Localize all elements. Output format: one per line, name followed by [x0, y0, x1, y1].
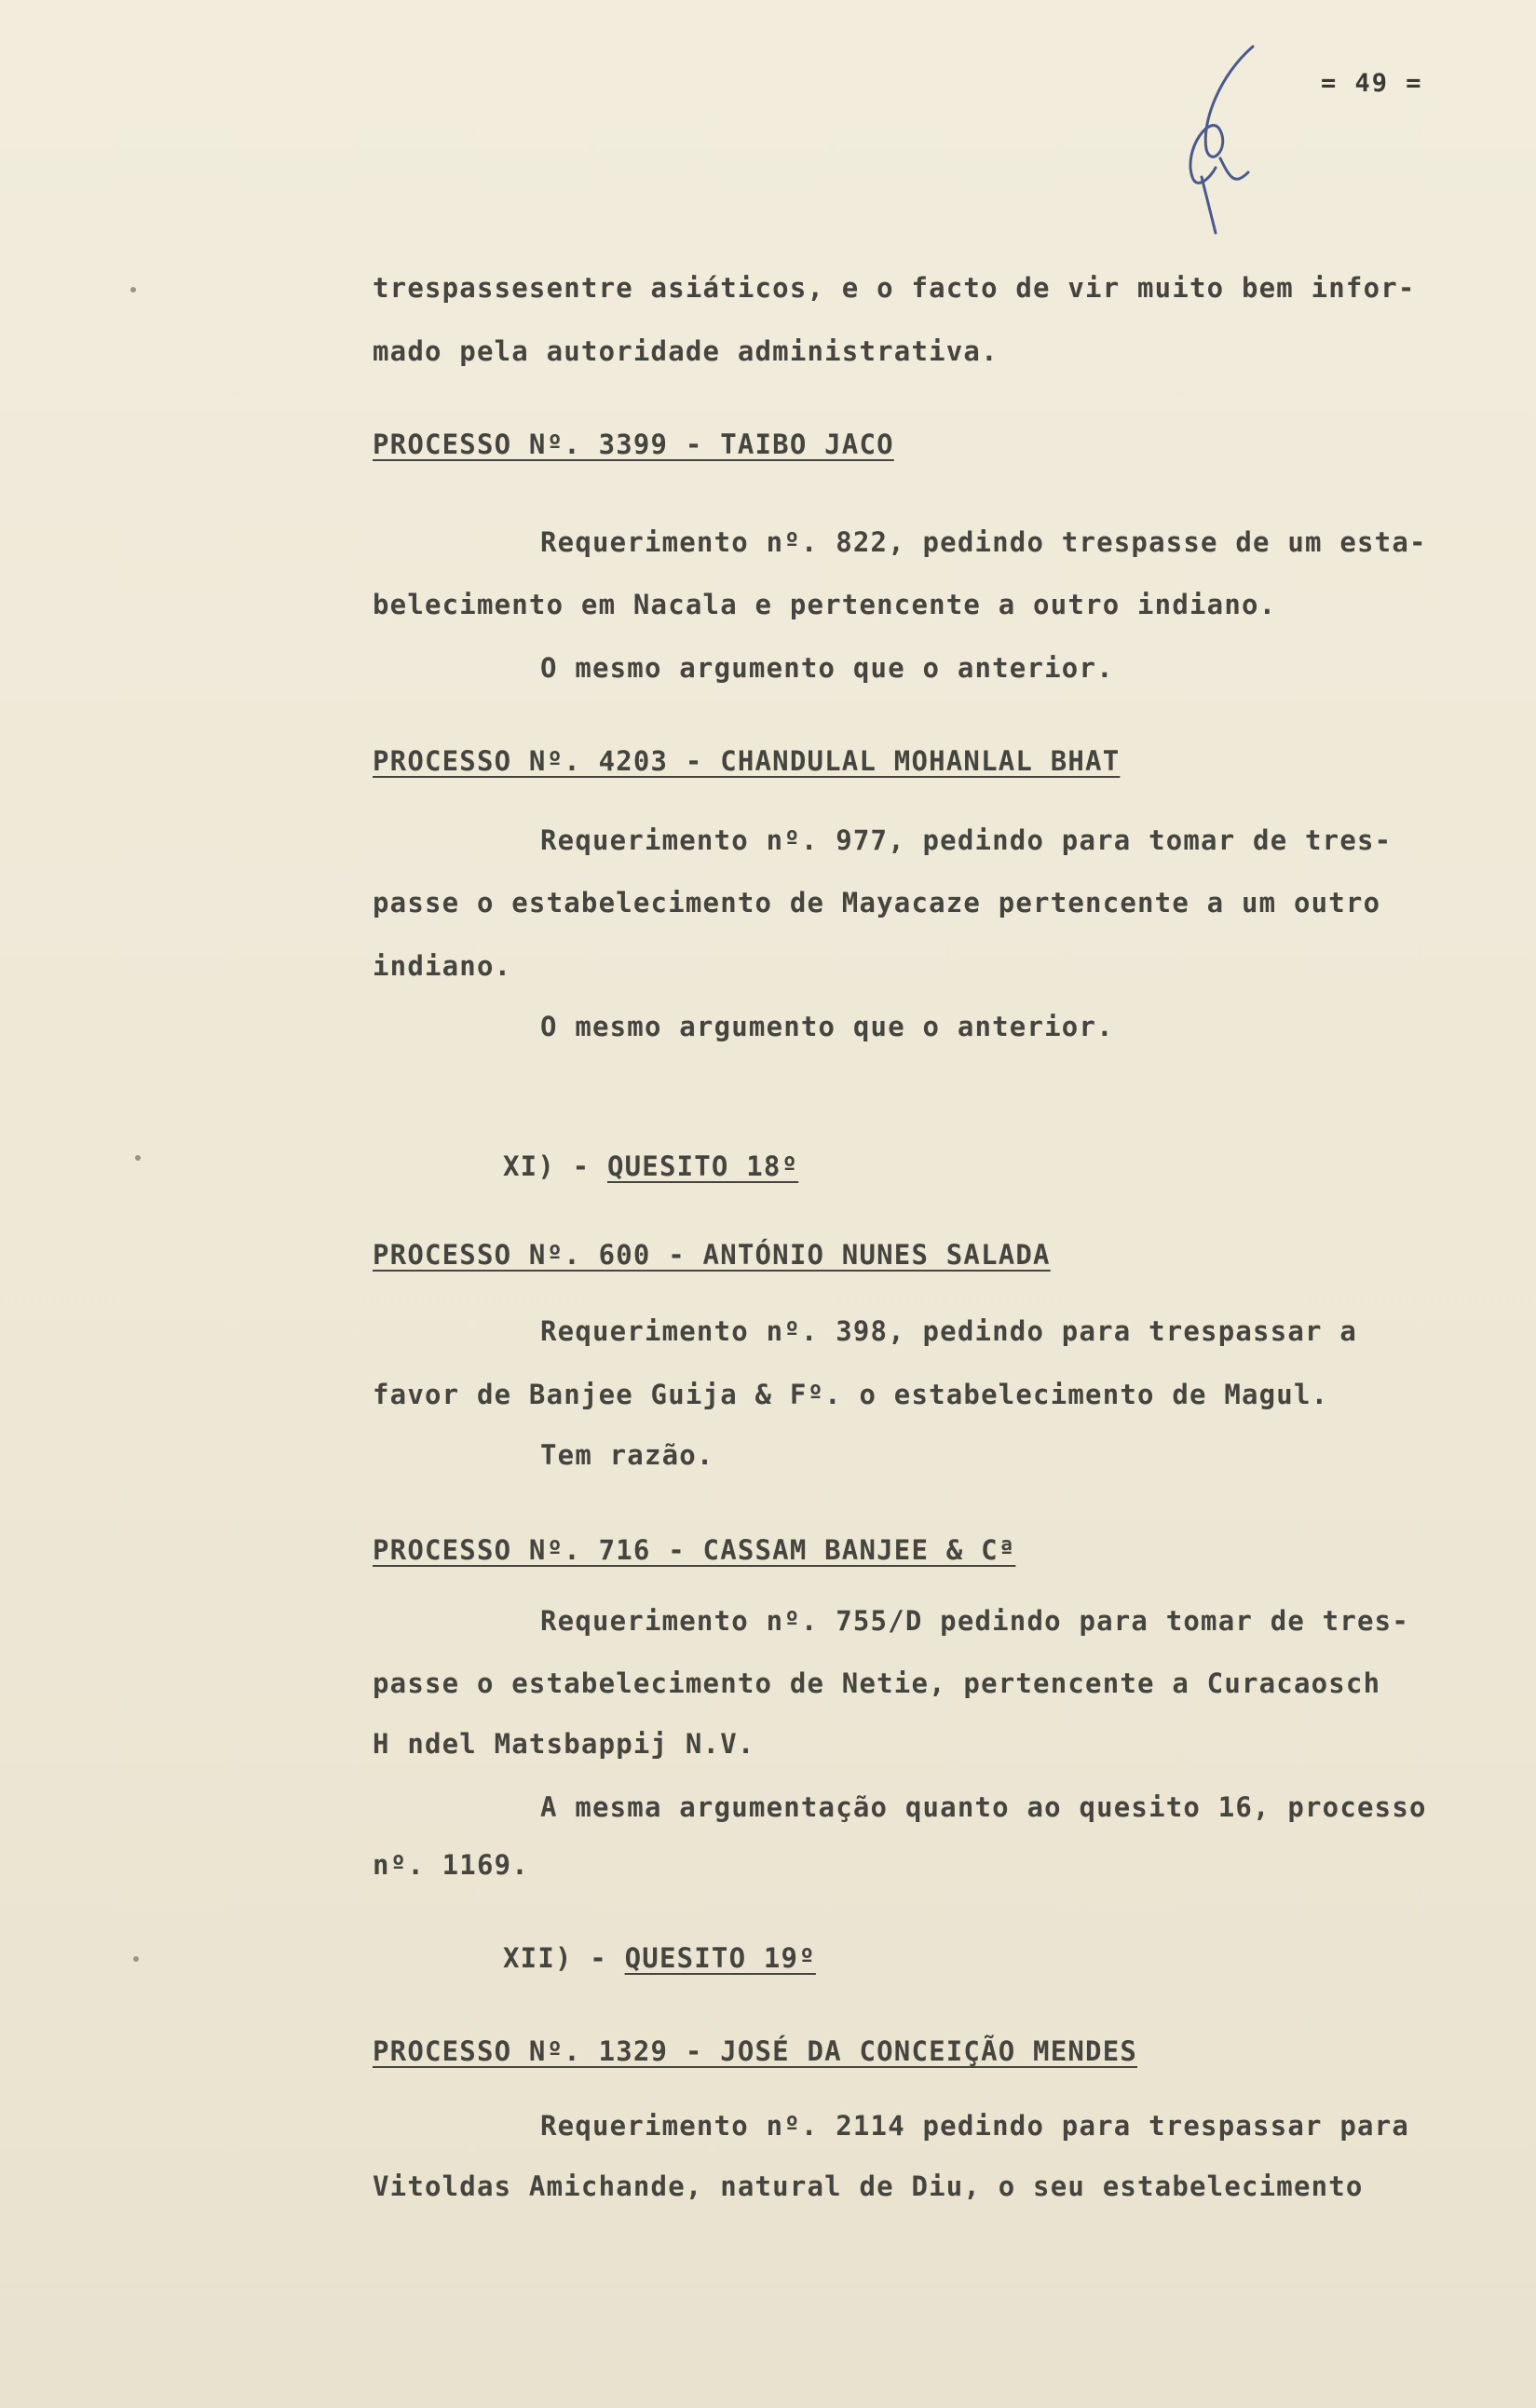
text-line: Requerimento nº. 2114 pedindo para trespassar para	[540, 2110, 1409, 2142]
text-line: O mesmo argumento que o anterior.	[540, 1011, 1114, 1042]
paper-mark	[133, 1956, 139, 1962]
process-heading: PROCESSO Nº. 600 - ANTÓNIO NUNES SALADA	[373, 1239, 1051, 1271]
quesito-heading	[503, 1942, 816, 1974]
handwritten-signature	[1164, 37, 1285, 242]
text-line: Requerimento nº. 755/D pedindo para tomar de tres-	[540, 1605, 1409, 1637]
quesito-label: QUESITO 19º	[624, 1942, 816, 1974]
text-line: Vitoldas Amichande, natural de Diu, o seu estabelecimento	[373, 2170, 1364, 2202]
text-line: Requerimento nº. 977, pedindo para tomar de tres-	[540, 824, 1393, 856]
text-line: Requerimento nº. 398, pedindo para trespassar a	[540, 1315, 1357, 1347]
page-number: = 49 =	[1321, 69, 1423, 98]
paper-mark	[135, 1155, 141, 1161]
quesito-label: QUESITO 18º	[606, 1150, 799, 1182]
text-line: Tem razão.	[540, 1439, 714, 1471]
text-line: belecimento em Nacala e pertencente a outro indiano.	[373, 589, 1277, 620]
text-line: H ndel Matsbappij N.V.	[373, 1728, 755, 1760]
text-line: nº. 1169.	[373, 1849, 529, 1881]
process-heading: PROCESSO Nº. 716 - CASSAM BANJEE & Cª	[373, 1534, 1016, 1566]
text-line: indiano.	[373, 950, 512, 982]
text-line: favor de Banjee Guija & Fº. o estabelecimento de Magul.	[373, 1379, 1329, 1410]
text-line: trespassesentre asiáticos, e o facto de vir muito bem infor-	[373, 272, 1416, 304]
text-line: A mesma argumentação quanto ao quesito 16, processo	[540, 1791, 1427, 1823]
quesito-heading	[503, 1150, 798, 1182]
text-line: passe o estabelecimento de Mayacaze pertencente a um outro	[373, 887, 1381, 918]
text-line: passe o estabelecimento de Netie, pertencente a Curacaosch	[373, 1667, 1381, 1699]
quesito-number: XI) -	[503, 1150, 607, 1182]
process-heading: PROCESSO Nº. 4203 - CHANDULAL MOHANLAL BHAT	[373, 745, 1121, 777]
paper-mark	[130, 287, 136, 292]
process-heading: PROCESSO Nº. 1329 - JOSÉ DA CONCEIÇÃO MENDES	[373, 2035, 1138, 2067]
text-line: O mesmo argumento que o anterior.	[540, 652, 1114, 684]
text-line: Requerimento nº. 822, pedindo trespasse de um esta-	[540, 526, 1427, 558]
text-line: mado pela autoridade administrativa.	[373, 335, 999, 367]
quesito-number: XII) -	[503, 1942, 625, 1974]
process-heading: PROCESSO Nº. 3399 - TAIBO JACO	[373, 429, 894, 460]
